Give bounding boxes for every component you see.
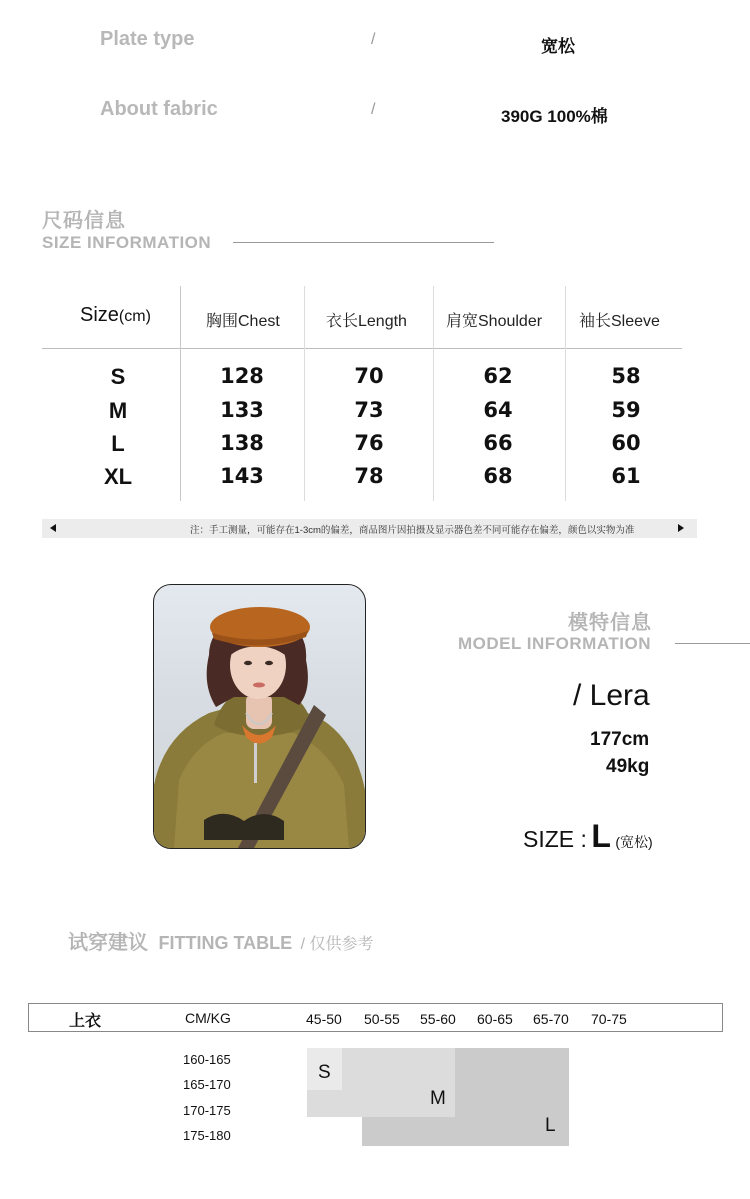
size-cell-s: S (110, 364, 126, 389)
fit-zone-s-label: S (318, 1062, 331, 1083)
column-header-chest: 胸围Chest (206, 313, 280, 330)
weight-range-label: 70-75 (591, 1011, 627, 1027)
fit-zone-l-lower (362, 1117, 569, 1146)
weight-range-label: 50-55 (364, 1011, 400, 1027)
table-cell: 61 (611, 464, 641, 488)
model-info-title-cn: 模特信息 (568, 612, 652, 634)
height-range-label: 160-165 (183, 1052, 231, 1067)
fabric-value: 390G 100%棉 (501, 107, 608, 126)
plate-type-label: Plate type (100, 28, 195, 50)
fit-zone-m-label: M (430, 1088, 446, 1109)
fitting-category: 上衣 (69, 1013, 102, 1030)
fabric-separator: / (371, 101, 376, 118)
model-info-rule (675, 643, 750, 644)
table-cell: 133 (220, 398, 264, 422)
size-cell-l: L (111, 431, 125, 456)
height-range-label: 165-170 (183, 1077, 231, 1092)
table-header-rule (42, 348, 682, 349)
size-info-rule (233, 242, 494, 243)
model-height: 177cm (590, 729, 650, 750)
table-cell: 143 (220, 464, 264, 488)
table-cell: 68 (483, 464, 513, 488)
scroll-right-icon[interactable] (678, 524, 684, 532)
model-size-value: L (591, 818, 611, 854)
measurement-note: 注：手工测量，可能存在1-3cm的偏差，商品图片因拍摄及显示器色差不同可能存在偏差，颜色以实物为准 (190, 525, 635, 536)
column-header-shoulder: 肩宽Shoulder (446, 313, 543, 330)
table-cell: 138 (220, 431, 264, 455)
size-info-title-cn: 尺码信息 (42, 210, 126, 232)
fit-zone-l-label: L (545, 1115, 556, 1136)
table-cell: 64 (483, 398, 513, 422)
model-size-prefix: SIZE : (523, 826, 587, 852)
size-info-title-en: SIZE INFORMATION (42, 233, 212, 252)
table-cell: 59 (611, 398, 641, 422)
size-table (42, 286, 682, 501)
height-range-label: 175-180 (183, 1128, 231, 1143)
table-cell: 76 (354, 431, 384, 455)
table-cell: 73 (354, 398, 384, 422)
table-cell: 62 (483, 364, 513, 388)
model-weight: 49kg (606, 756, 650, 777)
weight-range-label: 60-65 (477, 1011, 513, 1027)
table-cell: 128 (220, 364, 264, 388)
fitting-unit-label: CM/KG (185, 1010, 231, 1026)
model-illustration (154, 585, 365, 848)
size-cell-m: M (108, 398, 128, 423)
fitting-title-ref: / 仅供参考 (300, 936, 374, 953)
size-header (80, 304, 151, 327)
model-size (523, 818, 653, 855)
column-header-sleeve: 袖长Sleeve (579, 313, 660, 330)
fitting-title-cn: 试穿建议 (68, 932, 148, 954)
table-cell: 78 (354, 464, 384, 488)
size-cell-xl: XL (103, 464, 133, 489)
size-table-body (42, 364, 682, 498)
fitting-header-row (28, 1003, 723, 1032)
column-header-length: 衣长Length (326, 313, 407, 330)
table-cell: 66 (483, 431, 513, 455)
plate-type-separator: / (371, 31, 376, 48)
table-cell: 70 (354, 364, 384, 388)
scroll-left-icon[interactable] (50, 524, 56, 532)
table-scrollbar[interactable] (42, 519, 697, 538)
model-name: / Lera (573, 679, 650, 712)
fabric-label: About fabric (100, 98, 218, 120)
model-size-note: (宽松) (615, 834, 653, 850)
height-range-label: 170-175 (183, 1103, 231, 1118)
weight-range-label: 45-50 (306, 1011, 342, 1027)
table-cell: 58 (611, 364, 641, 388)
fitting-heading (68, 926, 373, 955)
fitting-title-en: FITTING TABLE (158, 933, 293, 953)
weight-range-label: 65-70 (533, 1011, 569, 1027)
plate-type-value: 宽松 (541, 37, 575, 56)
size-header-unit: (cm) (118, 308, 151, 325)
size-header-label: Size (80, 304, 119, 326)
table-cell: 60 (611, 431, 641, 455)
weight-range-label: 55-60 (420, 1011, 456, 1027)
model-info-title-en: MODEL INFORMATION (458, 634, 651, 653)
model-photo (153, 584, 366, 849)
